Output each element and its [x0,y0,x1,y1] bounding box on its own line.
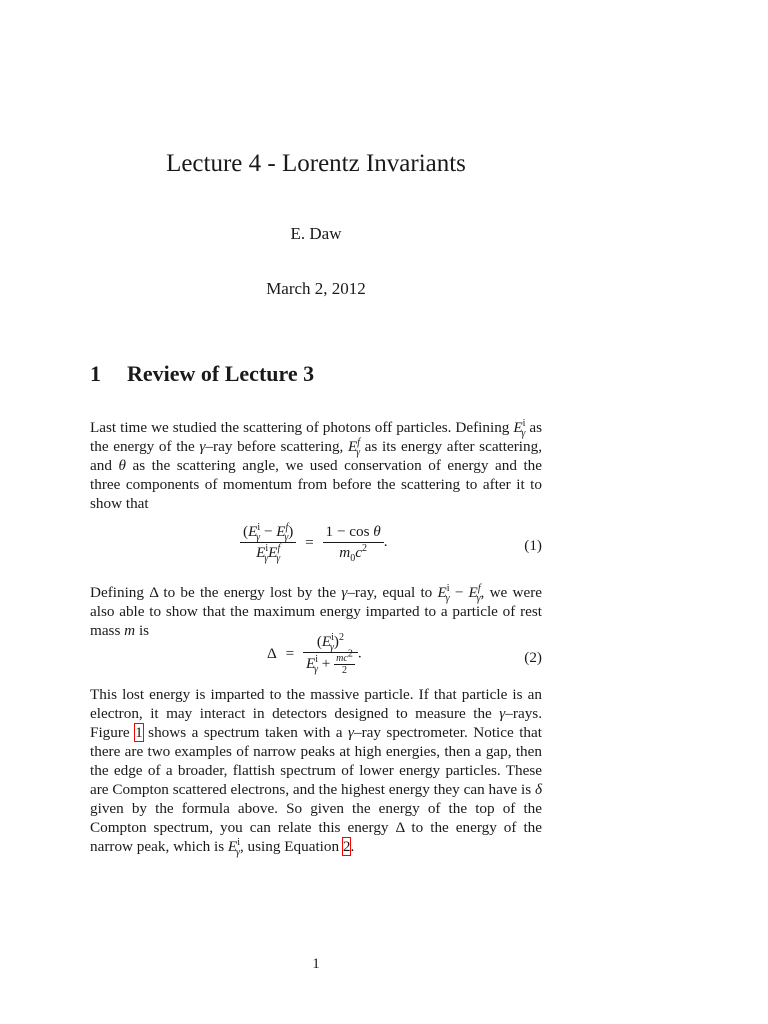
paragraph-intro: Last time we studied the scattering of photons off particles. Defining $E^i_\gamma$ as the energy of the γ–ray before scattering, $E^f_\gamma$ as its energy after scattering, and θ as the scattering angle, we used conservation of energy and the three components of momentum from before the scattering to after it to show that [90,417,543,512]
section-title: Review of Lecture 3 [127,361,315,386]
section-heading [90,361,314,387]
equation-1: $\frac{(E^i_\gamma - E^f_\gamma)}{E^i_\gamma E^f_\gamma}$ = $\frac{\text{1 − cos θ}}{m_0c^2}$ . (1) [90,522,542,572]
equation-2: Δ = $(E^i_\gamma)^2$ $E^i_\gamma$ + $\frac{mc^2}{2}$ . (2) [267,631,542,676]
figure-reference-link[interactable]: 1 [135,724,143,741]
document-author: E. Daw [290,224,342,243]
equation-number: (1) [524,537,542,554]
paragraph-compton: This lost energy is imparted to the massive particle. If that particle is an electron, it may interact in detectors designed to measure the γ–rays. Figure 1 shows a spectrum taken with a γ–ray spectrometer. Notice that there are two examples of narrow peaks at high energies, then a gap, then the edge of a broader, flattish spectrum of lower energy particles. These are Compton scattered electrons, and the highest energy they can have is δ given by the formula above. So given the energy of the top of the Compton spectrum, you can relate this energy Δ to the energy of the narrow peak, which is $E^i_\gamma$, using Equation 2. [90,686,542,859]
document-title: Lecture 4 - Lorentz Invariants [166,150,466,177]
document-date: March 2, 2012 [266,279,366,298]
equation-number: (2) [524,649,542,666]
page-number: 1 [312,956,320,972]
section-number: 1 [90,361,101,386]
equation-reference-link[interactable]: 2 [342,838,351,855]
paragraph-delta: Defining Δ to be the energy lost by the γ–ray, equal to $E^i_\gamma - E^f_\gamma$, we were also able to show that the maximum energy imparted to a particle of rest mass m is [90,582,542,639]
